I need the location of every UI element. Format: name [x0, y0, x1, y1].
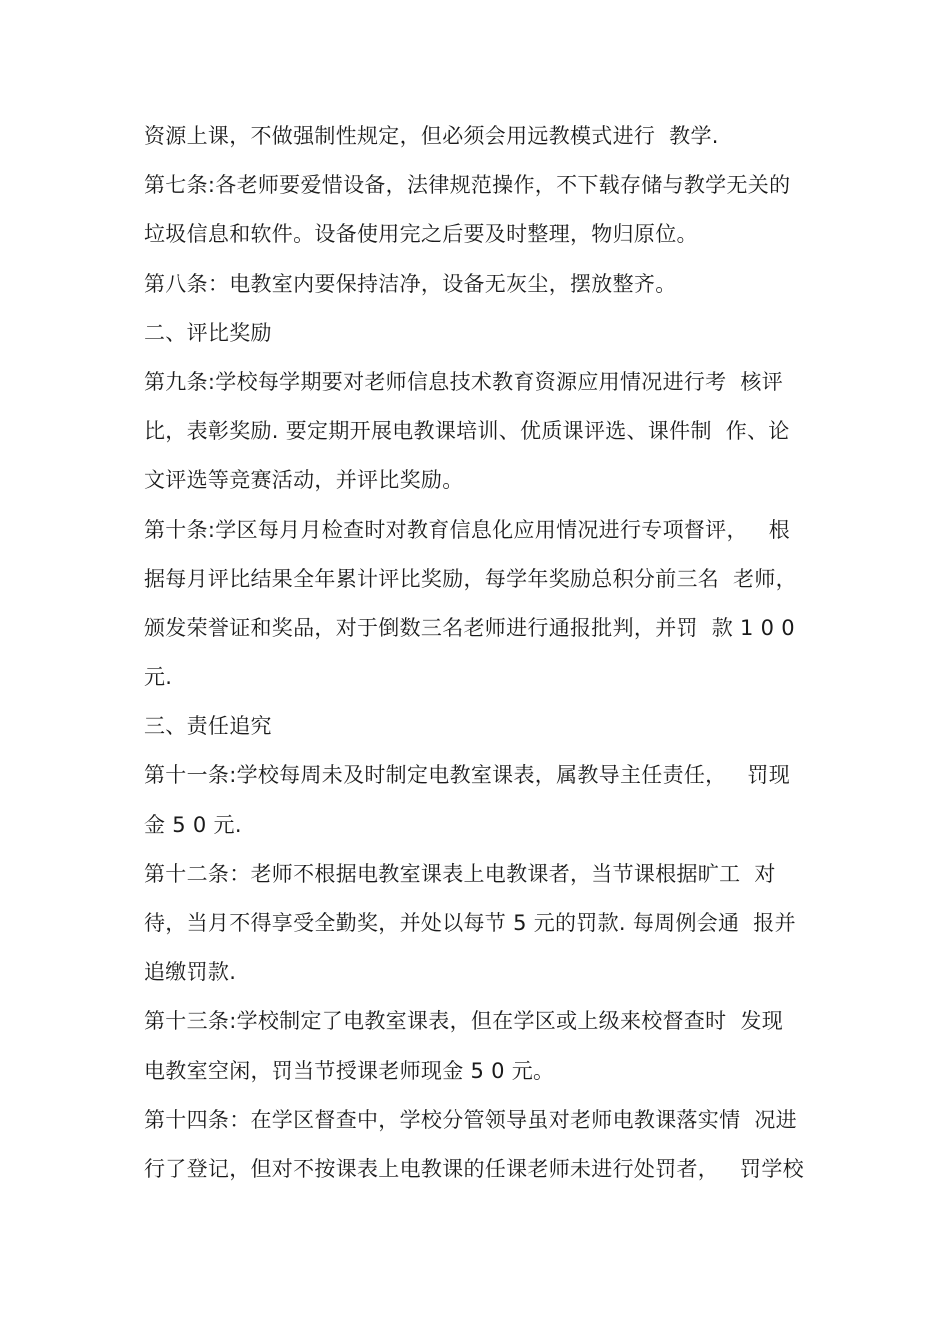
- text-line-15: 金 5 0 元.: [144, 812, 242, 837]
- document-body: [144, 112, 844, 1194]
- text-line-6: 第九条:学校每学期要对老师信息技术教育资源应用情况进行考 核评: [144, 369, 784, 394]
- text-line-3: 垃圾信息和软件。设备使用完之后要及时整理，物归原位。: [144, 222, 698, 247]
- section-heading-3: 三、责任追究: [144, 714, 272, 739]
- text-line-18: 追缴罚款.: [144, 960, 237, 985]
- text-line-11: 颁发荣誉证和奖品，对于倒数三名老师进行通报批判，并罚 款 1 0 0: [144, 615, 795, 640]
- text-line-2: 第七条:各老师要爱惜设备，法律规范操作，不下载存储与教学无关的: [144, 173, 791, 198]
- text-line-19: 第十三条:学校制定了电教室课表，但在学区或上级来校督查时 发现: [144, 1009, 784, 1034]
- text-line-4: 第八条：电教室内要保持洁净，设备无灰尘，摆放整齐。: [144, 271, 677, 296]
- text-line-12: 元.: [144, 665, 173, 690]
- text-line-16: 第十二条：老师不根据电教室课表上电教课者，当节课根据旷工 对: [144, 861, 776, 886]
- text-line-14: 第十一条:学校每周未及时制定电教室课表，属教导主任责任， 罚现: [144, 763, 790, 788]
- text-line-1: 资源上课，不做强制性规定，但必须会用远教模式进行 教学.: [144, 124, 719, 148]
- text-line-20: 电教室空闲，罚当节授课老师现金 5 0 元。: [144, 1058, 555, 1083]
- text-line-21: 第十四条：在学区督查中，学校分管领导虽对老师电教课落实情 况进: [144, 1107, 797, 1132]
- text-line-7: 比，表彰奖励. 要定期开展电教课培训、优质课评选、课件制 作、论: [144, 419, 790, 444]
- text-line-9: 第十条:学区每月月检查时对教育信息化应用情况进行专项督评， 根: [144, 517, 790, 542]
- text-line-10: 据每月评比结果全年累计评比奖励，每学年奖励总积分前三名 老师，: [144, 566, 797, 591]
- text-line-8: 文评选等竞赛活动，并评比奖励。: [144, 468, 464, 493]
- text-line-22: 行了登记，但对不按课表上电教课的任课老师未进行处罚者， 罚学校: [144, 1156, 804, 1181]
- text-line-17: 待，当月不得享受全勤奖，并处以每节 5 元的罚款. 每周例会通 报并: [144, 911, 796, 935]
- section-heading-2: 二、评比奖励: [144, 320, 272, 345]
